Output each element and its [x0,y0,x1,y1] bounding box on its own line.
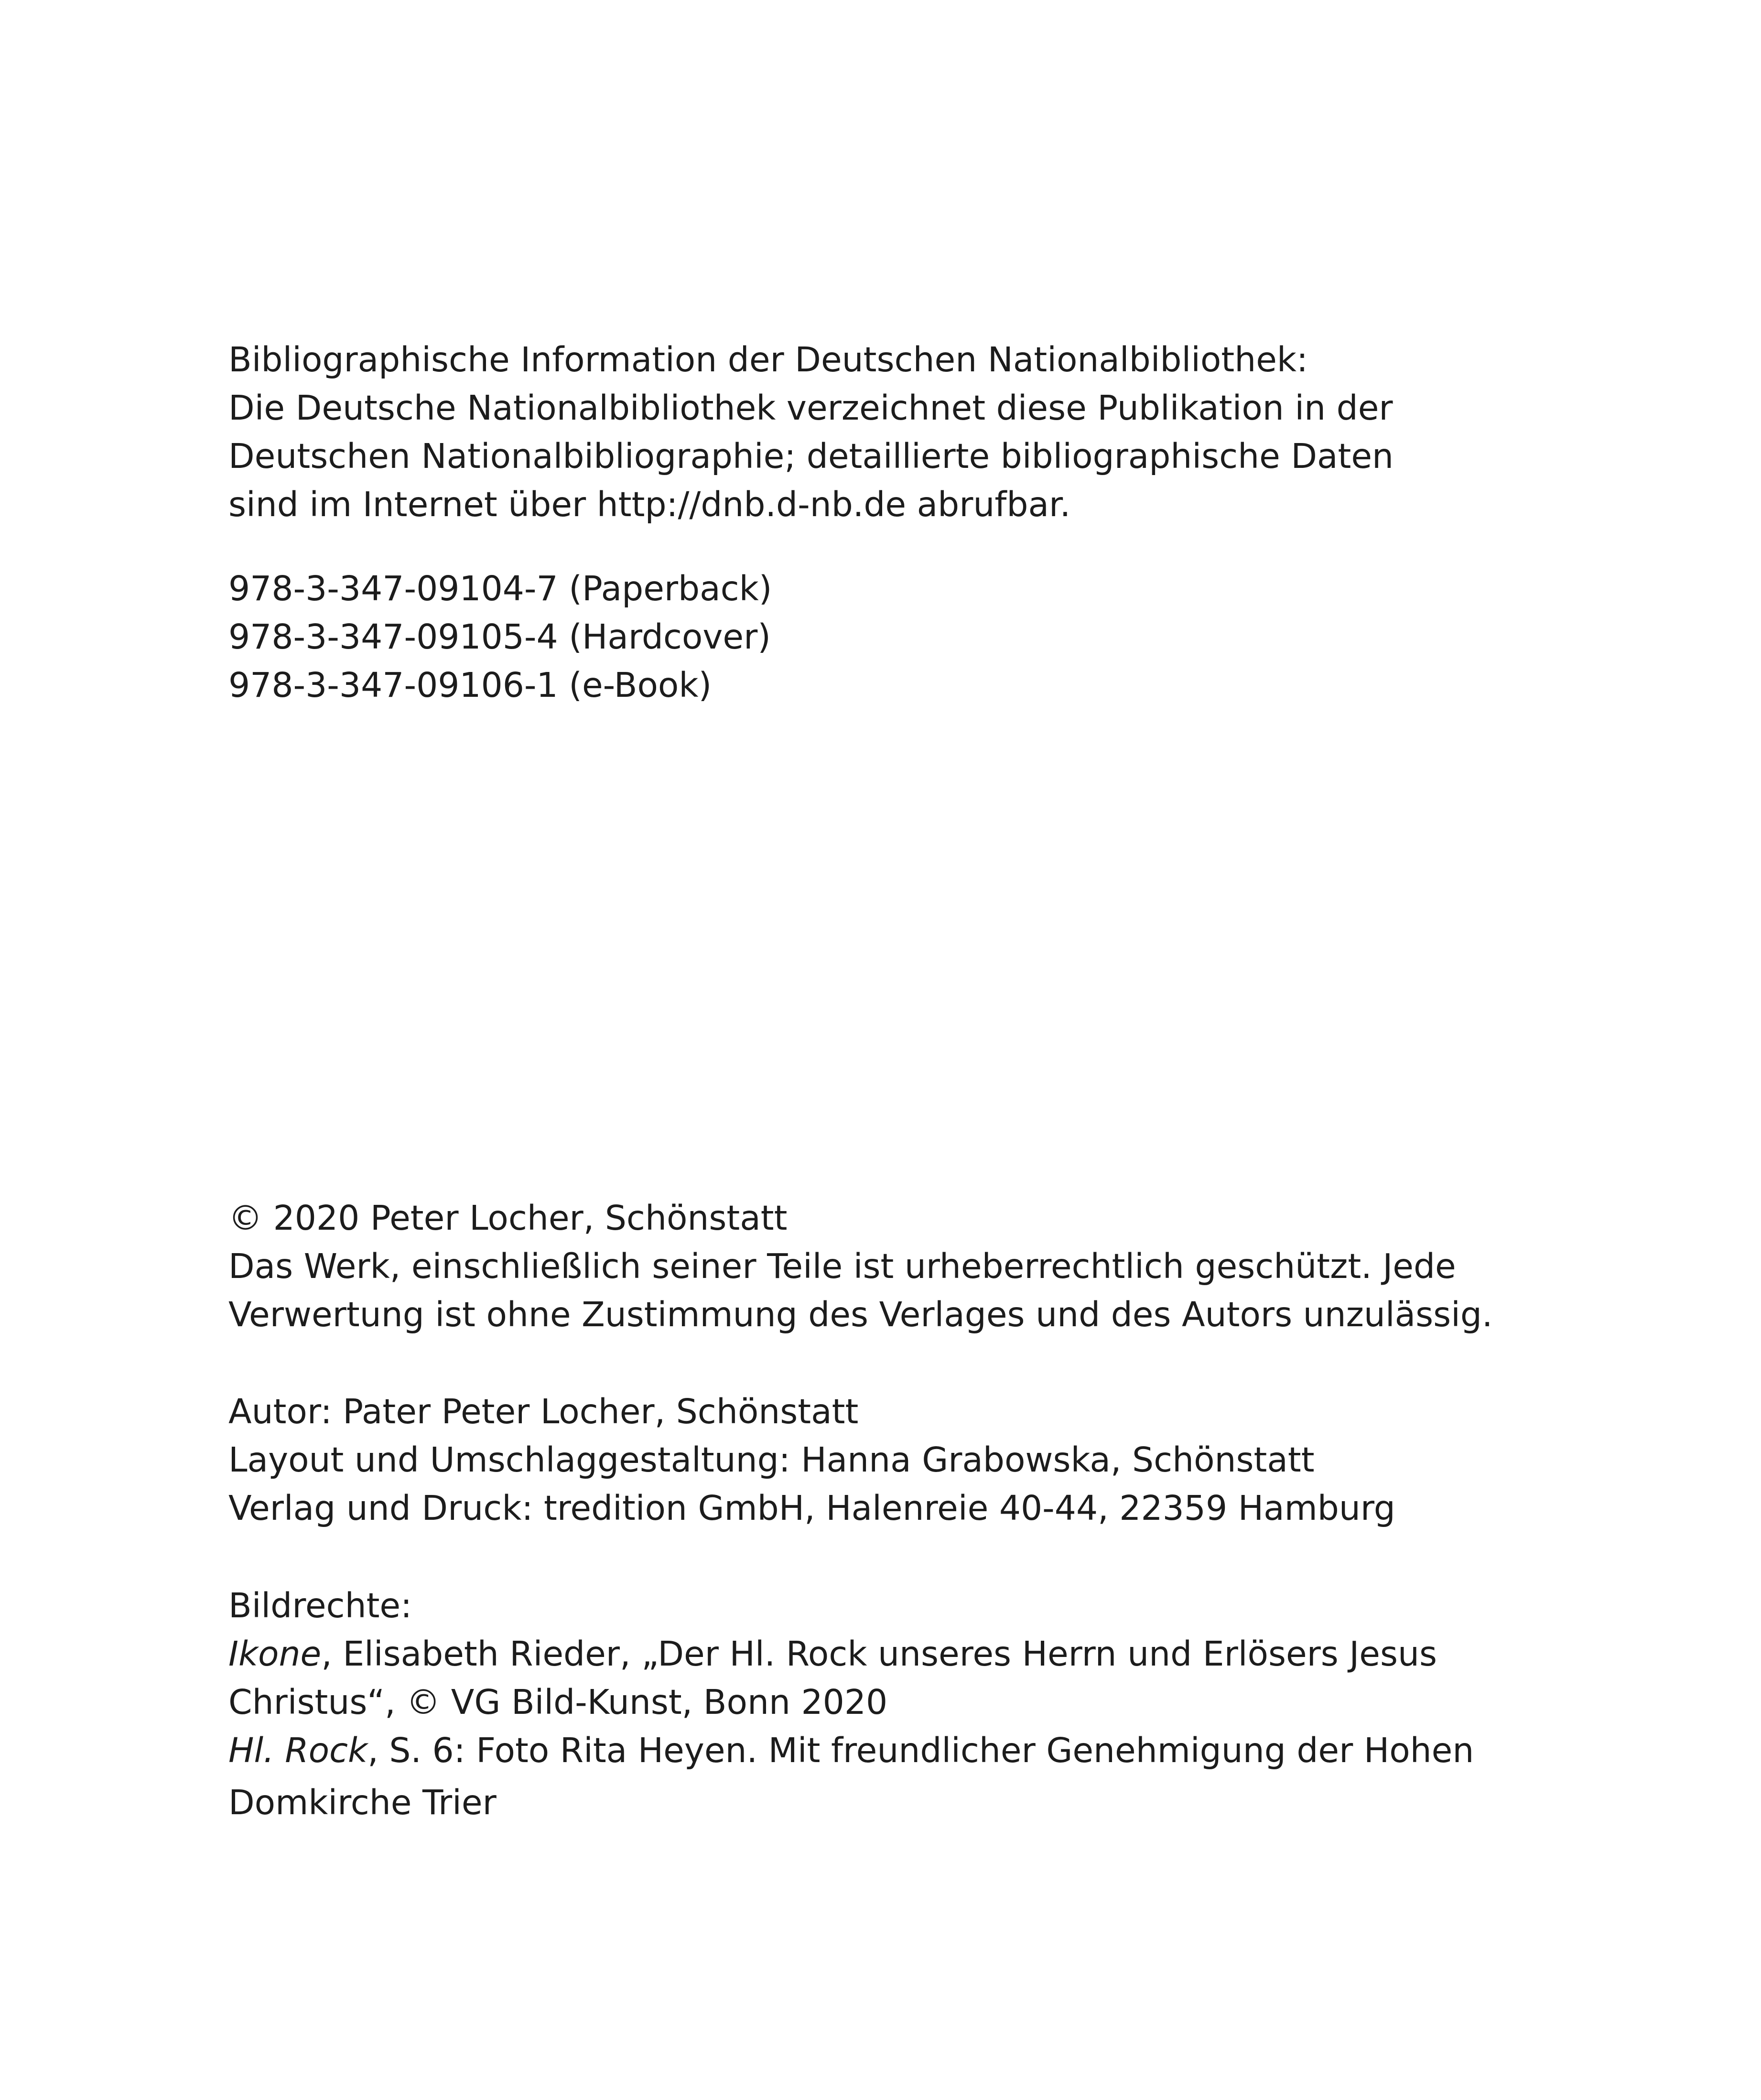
dnb-notice [228,336,1710,529]
dnb-notice-line: Die Deutsche Nationalbibliothek verzeichnet diese Publikation in der [228,388,1393,428]
image-rights [228,1581,1710,1827]
image-rights-rock-cont: Domkirche Trier [228,1783,497,1822]
credit-layout: Layout und Umschlaggestaltung: Hanna Grabowska, Schönstatt [228,1440,1315,1480]
image-rights-ikone-cont: Christus“, © VG Bild-Kunst, Bonn 2020 [228,1682,888,1722]
dnb-notice-line: Bibliographische Information der Deutschen Nationalbibliothek: [228,340,1308,379]
isbn-ebook: 978-3-347-09106-1 (e-Book) [228,665,712,705]
image-rights-ikone [228,1630,1710,1678]
isbn-list [228,564,1710,709]
image-rights-rock [228,1726,1710,1775]
image-rights-heading: Bildrechte: [228,1586,412,1625]
ikone-title: Ikone [228,1634,322,1674]
copyright-notice [228,1194,1710,1339]
ikone-credit: , Elisabeth Rieder, „Der Hl. Rock unseres Herrn und Erlösers Jesus [321,1634,1437,1674]
credits [228,1387,1710,1532]
copyright-line: Das Werk, einschließlich seiner Teile ist urheberrechtlich geschützt. Jede [228,1246,1456,1286]
isbn-hardcover: 978-3-347-09105-4 (Hardcover) [228,617,771,657]
isbn-paperback: 978-3-347-09104-7 (Paperback) [228,569,772,608]
rock-credit: , S. 6: Foto Rita Heyen. Mit freundlicher Genehmigung der Hohen [367,1731,1474,1770]
rock-title: Hl. Rock [228,1731,368,1770]
dnb-notice-line: sind im Internet über http://dnb.d-nb.de abrufbar. [228,485,1071,524]
credit-publisher: Verlag und Druck: tredition GmbH, Halenreie 40-44, 22359 Hamburg [228,1488,1395,1528]
credit-author: Autor: Pater Peter Locher, Schönstatt [228,1392,859,1431]
copyright-line: Verwertung ist ohne Zustimmung des Verlages und des Autors unzulässig. [228,1295,1493,1334]
dnb-notice-line: Deutschen Nationalbibliographie; detaillierte bibliographische Daten [228,436,1394,476]
copyright-line: © 2020 Peter Locher, Schönstatt [228,1198,788,1238]
